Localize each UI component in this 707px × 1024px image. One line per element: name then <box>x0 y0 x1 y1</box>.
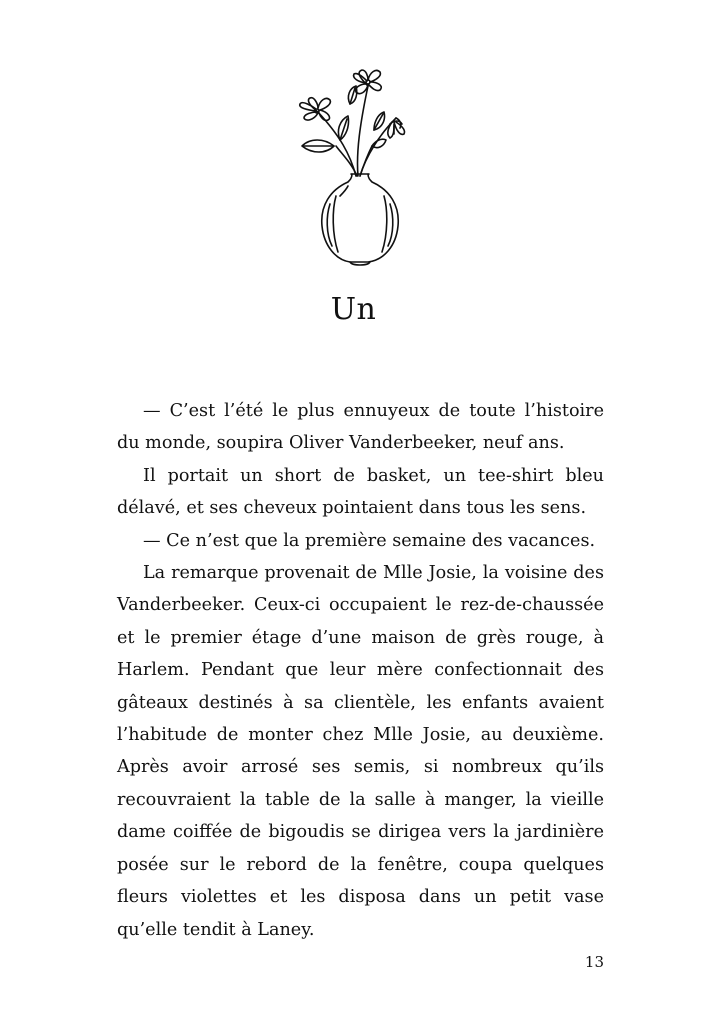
paragraph: — Ce n’est que la première semaine des vacances. <box>143 530 596 551</box>
vase-icon <box>322 174 399 265</box>
paragraph: Il portait un short de basket, un tee-shirt bleu délavé, et ses cheveux pointaient dans tous les sens. <box>117 465 604 519</box>
paragraph: La remarque provenait de Mlle Josie, la voisine des Vanderbeeker. Ceux-ci occupaient le rez-de-chaussée et le premier étage d’une maison de grès rouge, à Harlem. Pendant que leur mère confectionnait des gâteaux destinés à sa clientèle, les enfants avaient l’habitude de monter chez Mlle Josie, au deuxième. Après avoir arrosé ses semis, si nombreux qu’ils recouvraient la table de la salle à manger, la vieille dame coiffée de bigoudis se dirigea vers la jardinière posée sur le rebord de la fenêtre, coupa quelques fleurs violettes et les disposa dans un petit vase qu’elle tendit à Laney. <box>117 563 604 940</box>
chapter-title: Un <box>330 292 377 327</box>
flower-vase-illustration <box>290 64 420 274</box>
page-number: 13 <box>584 953 604 971</box>
leaves <box>302 86 386 152</box>
paragraph: — C’est l’été le plus ennuyeux de toute l’histoire du monde, soupira Oliver Vanderbeeker, neuf ans. <box>117 401 604 454</box>
right-flower-icon <box>388 118 405 138</box>
chapter-body <box>117 395 604 946</box>
left-flower-icon <box>300 98 331 121</box>
